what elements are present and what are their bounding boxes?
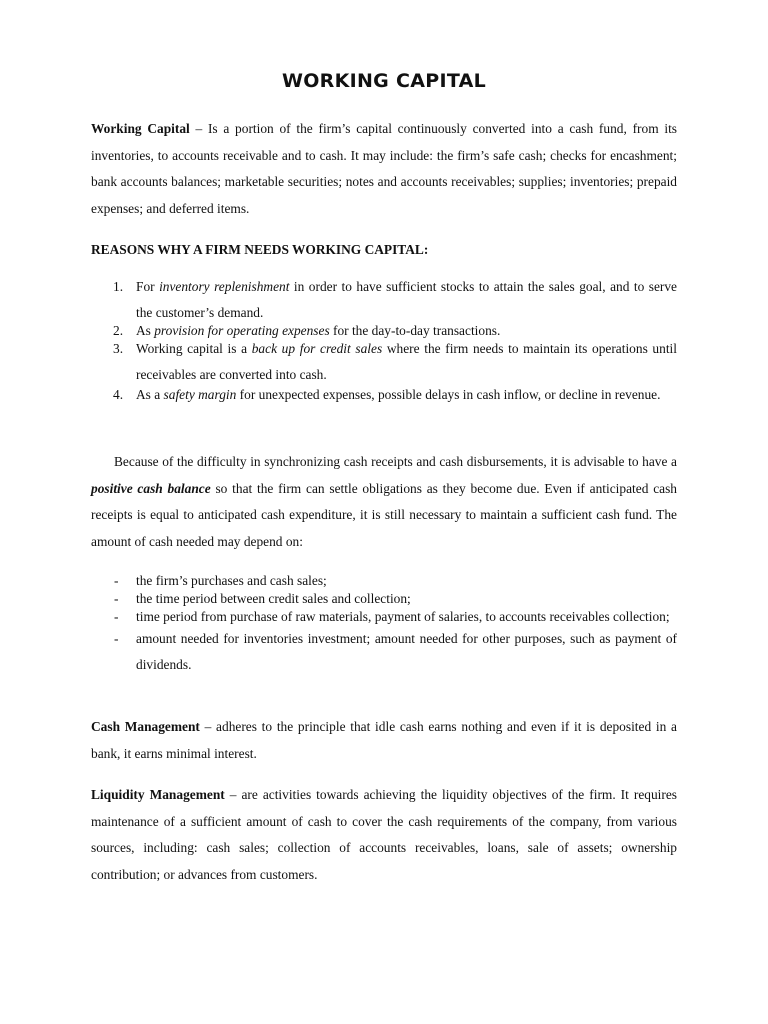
emphasis: inventory replenishment	[159, 279, 290, 294]
intro-paragraph	[91, 116, 677, 222]
list-item: - amount needed for inventories investment; amount needed for other purposes, such as payment of dividends.	[91, 626, 677, 678]
list-item: - the firm’s purchases and cash sales;	[114, 573, 327, 588]
cash-balance-paragraph: Because of the difficulty in synchronizing cash receipts and cash disbursements, it is advisable to have a positive cash balance so that the firm can settle obligations as they become due. Even if anticipated cash receipts is equal to anticipated cash expenditure, it is still necessary to maintain a sufficient cash fund. The amount of cash needed may depend on:	[91, 454, 677, 549]
list-bullet: -	[114, 609, 119, 624]
emphasis: back up for credit sales	[251, 341, 383, 356]
list-number: 1.	[113, 279, 124, 294]
emphasis: positive cash balance	[91, 480, 211, 496]
list-item: - time period from purchase of raw materials, payment of salaries, to accounts receivables collection;	[91, 604, 677, 630]
emphasis: provision for operating expenses	[154, 323, 330, 338]
list-item: 4. As a safety margin for unexpected expenses, possible delays in cash inflow, or decline in revenue.	[91, 382, 677, 408]
emphasis: safety margin	[163, 387, 237, 402]
list-bullet: -	[114, 591, 119, 606]
liquidity-management-term: Liquidity Management	[91, 787, 225, 802]
list-number: 3.	[113, 341, 124, 356]
list-item: - the time period between credit sales and collection;	[114, 591, 411, 606]
intro-text: – Is a portion of the firm’s capital continuously converted into a cash fund, from its inventories, to accounts receivable and to cash. It may include: the firm’s safe cash; checks for encashment; bank accounts balances; marketable securities; notes and accounts receivables; supplies; inventories; prepaid expenses; and deferred items.	[91, 121, 678, 216]
list-item: 3. Working capital is a back up for credit sales where the firm needs to maintain its operations until receivables are converted into cash.	[91, 336, 677, 388]
page-title: WORKING CAPITAL	[281, 70, 487, 92]
intro-term: Working Capital	[91, 121, 190, 136]
cash-needs-list	[91, 572, 677, 678]
list-number: 2.	[113, 323, 124, 338]
list-bullet: -	[114, 573, 119, 588]
list-bullet: -	[114, 631, 119, 646]
cash-management-paragraph: Cash Management – adheres to the principle that idle cash earns nothing and even if it is deposited in a bank, it earns minimal interest.	[91, 719, 677, 761]
reasons-list	[91, 274, 677, 408]
list-number: 4.	[113, 387, 124, 402]
reasons-heading: REASONS WHY A FIRM NEEDS WORKING CAPITAL:	[91, 242, 429, 257]
list-item: 1. For inventory replenishment in order to have sufficient stocks to attain the sales goal, and to serve the customer’s demand.	[91, 274, 677, 326]
cash-management-term: Cash Management	[91, 719, 200, 734]
list-item: 2. As provision for operating expenses for the day-to-day transactions.	[113, 323, 501, 338]
liquidity-management-paragraph: Liquidity Management – are activities towards achieving the liquidity objectives of the firm. It requires maintenance of a sufficient amount of cash to cover the cash requirements of the company, from various sources, including: cash sales; collection of accounts receivables, loans, sale of assets; ownership contribution; or advances from customers.	[91, 787, 677, 882]
